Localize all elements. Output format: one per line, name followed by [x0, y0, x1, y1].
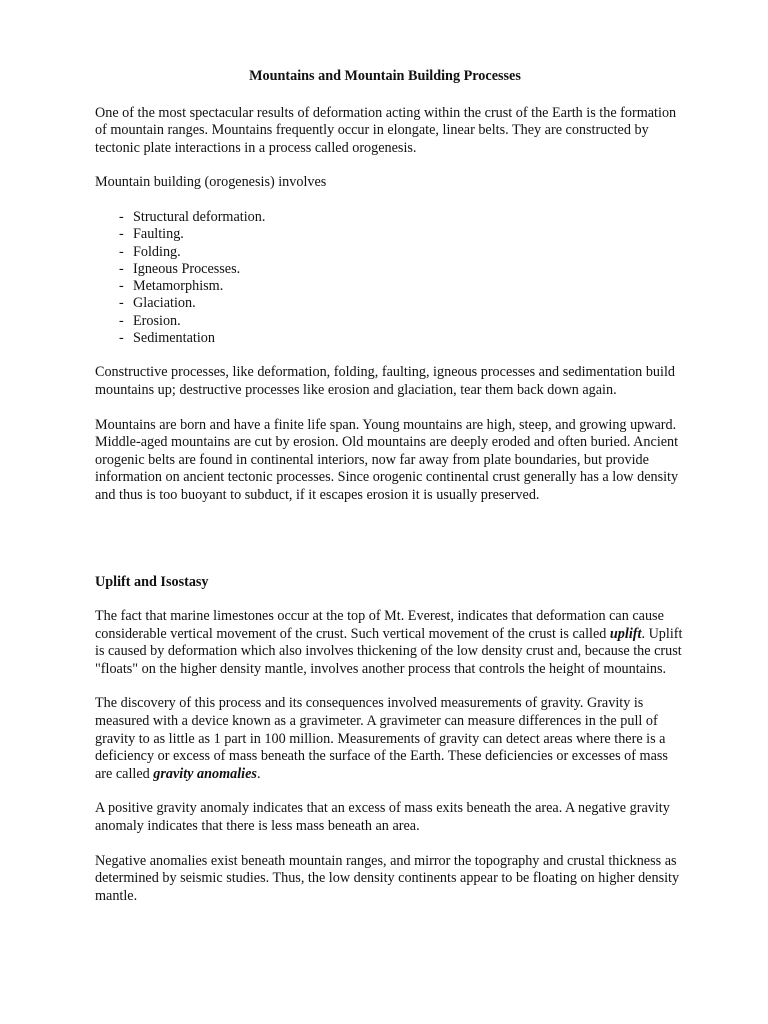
list-item: - Erosion.	[119, 313, 685, 330]
document-body	[95, 68, 685, 922]
orogenesis-process-list	[95, 209, 685, 347]
section-spacer	[95, 522, 685, 574]
uplift-term: uplift	[609, 625, 642, 642]
uplift-text-end: . Uplift is caused by deformation which also involves thickening of the low density crust and, because the crust "floats" on the higher density mantle, involves another process that controls the height of mountains.	[95, 625, 683, 677]
intro-paragraph: One of the most spectacular results of deformation acting within the crust of the Earth is the formation of mountain ranges. Mountains frequently occur in elongate, linear belts. They are constructed by tectonic plate interactions in a process called orogenesis.	[95, 104, 677, 156]
negative-anomaly-paragraph: Negative anomalies exist beneath mountain ranges, and mirror the topography and crustal thickness as determined by seismic studies. Thus, the low density continents appear to be floating on higher density mantle.	[95, 852, 680, 904]
document-title: Mountains and Mountain Building Processes	[249, 68, 521, 84]
list-item: - Faulting.	[119, 226, 685, 243]
uplift-paragraph	[95, 608, 685, 678]
anomaly-paragraph: A positive gravity anomaly indicates that an excess of mass exits beneath the area. A negative gravity anomaly indicates that there is less mass beneath an area.	[95, 800, 670, 835]
list-item: - Metamorphism.	[119, 278, 685, 295]
list-item: - Glaciation.	[119, 295, 685, 312]
gravity-text-end: .	[256, 765, 261, 782]
lifespan-paragraph: Mountains are born and have a finite life span. Young mountains are high, steep, and growing upward. Middle-aged mountains are cut by erosion. Old mountains are deeply eroded and often buried. Ancient orogenic belts are found in continental interiors, now far away from plate boundaries, but provide information on ancient tectonic processes. Since orogenic continental crust generally has a low density and thus is too buoyant to subduct, if it escapes erosion it is usually preserved.	[95, 416, 679, 503]
gravity-paragraph	[95, 695, 685, 783]
constructive-paragraph: Constructive processes, like deformation, folding, faulting, igneous processes and sedimentation build mountains up; destructive processes like erosion and glaciation, tear them back down again.	[95, 364, 675, 398]
list-intro: Mountain building (orogenesis) involves	[95, 174, 327, 191]
list-item: - Igneous Processes.	[119, 261, 685, 278]
section-heading: Uplift and Isostasy	[95, 573, 209, 590]
gravity-anomalies-term: gravity anomalies	[153, 765, 257, 782]
list-item: - Structural deformation.	[119, 209, 685, 226]
list-item: - Sedimentation	[119, 330, 685, 347]
gravity-text-start: The discovery of this process and its consequences involved measurements of gravity. Gravity is measured with a device known as a gravimeter. A gravimeter can measure differences in the pull of gravity to as little as 1 part in 100 million. Measurements of gravity can detect areas where there is a deficiency or excess of mass beneath the surface of the Earth. These deficiencies or excesses of mass are called	[95, 695, 668, 782]
uplift-text-start: The fact that marine limestones occur at the top of Mt. Everest, indicates that deformation can cause considerable vertical movement of the crust. Such vertical movement of the crust is called	[95, 608, 664, 642]
list-item: - Folding.	[119, 244, 685, 261]
